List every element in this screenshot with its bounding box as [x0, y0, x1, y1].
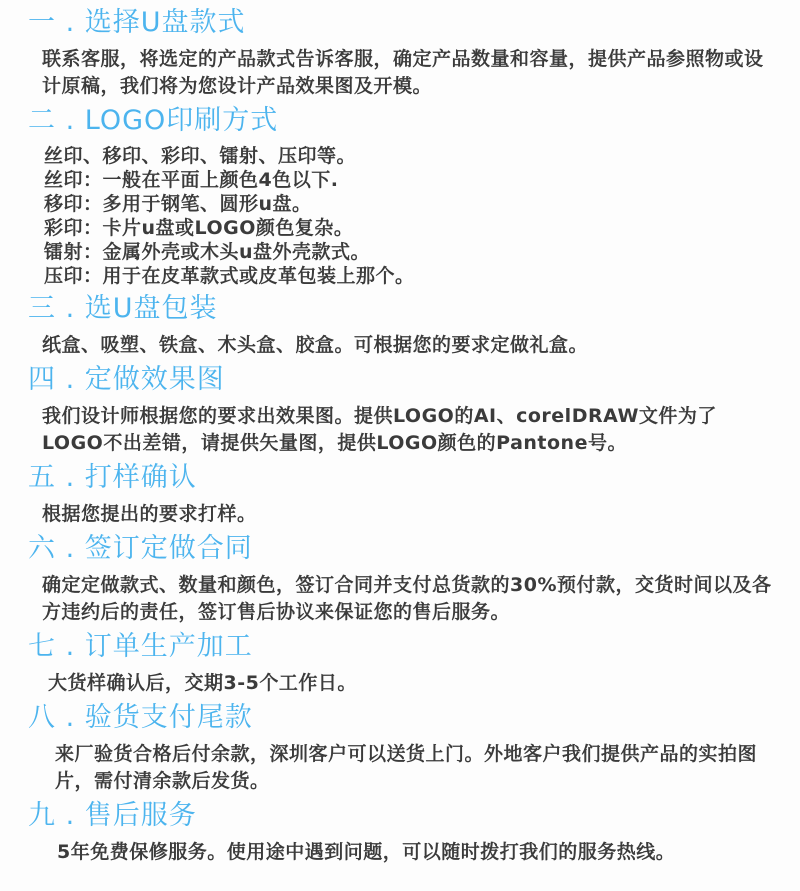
section-packaging-paragraph: 纸盒、吸塑、铁盒、木头盒、胶盒。可根据您的要求定做礼盒。 [42, 334, 589, 356]
section-contract-heading: 六 . 签订定做合同 [28, 533, 253, 564]
section-after-sales [0, 801, 800, 866]
emboss-line: 压印：用于在皮革款式或皮革包装上那个。 [44, 265, 415, 287]
section-contract [0, 534, 800, 626]
section-contract-paragraph: 确定定做款式、数量和颜色，签订合同并支付总货款的30%预付款，交货时间以及各方违约后的责任，签订售后协议来保证您的售后服务。 [42, 574, 772, 623]
silk-print-line: 丝印：一般在平面上颜色4色以下. [44, 169, 339, 191]
section-mockup-paragraph: 我们设计师根据您的要求出效果图。提供LOGO的AI、corelDRAW文件为了LOGO不出差错，请提供矢量图，提供LOGO颜色的Pantone号。 [42, 405, 717, 454]
section-choose-style [0, 8, 800, 100]
section-sample-confirm-paragraph: 根据您提出的要求打样。 [42, 503, 257, 525]
section-production-heading: 七 . 订单生产加工 [28, 631, 253, 662]
section-logo-printing [0, 106, 800, 288]
section-inspection-payment-heading: 八 . 验货支付尾款 [28, 702, 253, 733]
section-sample-confirm-heading: 五 . 打样确认 [28, 462, 197, 493]
section-after-sales-paragraph: 5年免费保修服务。使用途中遇到问题，可以随时拨打我们的服务热线。 [57, 841, 676, 863]
pad-print-line: 移印：多用于钢笔、圆形u盘。 [44, 193, 312, 215]
printing-methods-overview-line: 丝印、移印、彩印、镭射、压印等。 [44, 145, 357, 167]
section-logo-printing-heading: 二 . LOGO印刷方式 [28, 105, 279, 136]
section-inspection-payment [0, 703, 800, 795]
section-mockup-heading: 四 . 定做效果图 [28, 364, 225, 395]
section-choose-style-paragraph: 联系客服，将选定的产品款式告诉客服，确定产品数量和容量，提供产品参照物或设计原稿，我们将为您设计产品效果图及开模。 [42, 48, 764, 97]
laser-line: 镭射：金属外壳或木头u盘外壳款式。 [44, 241, 371, 263]
color-print-line: 彩印：卡片u盘或LOGO颜色复杂。 [44, 217, 354, 239]
section-choose-style-heading: 一 . 选择U盘款式 [28, 7, 246, 38]
section-production [0, 632, 800, 697]
section-packaging-heading: 三 . 选U盘包装 [28, 293, 218, 324]
section-packaging [0, 294, 800, 359]
section-after-sales-heading: 九 . 售后服务 [28, 800, 197, 831]
section-production-paragraph: 大货样确认后，交期3-5个工作日。 [48, 672, 357, 694]
section-inspection-payment-paragraph: 来厂验货合格后付余款，深圳客户可以送货上门。外地客户我们提供产品的实拍图片，需付清余款后发货。 [55, 743, 758, 792]
section-sample-confirm [0, 463, 800, 528]
section-mockup [0, 365, 800, 457]
